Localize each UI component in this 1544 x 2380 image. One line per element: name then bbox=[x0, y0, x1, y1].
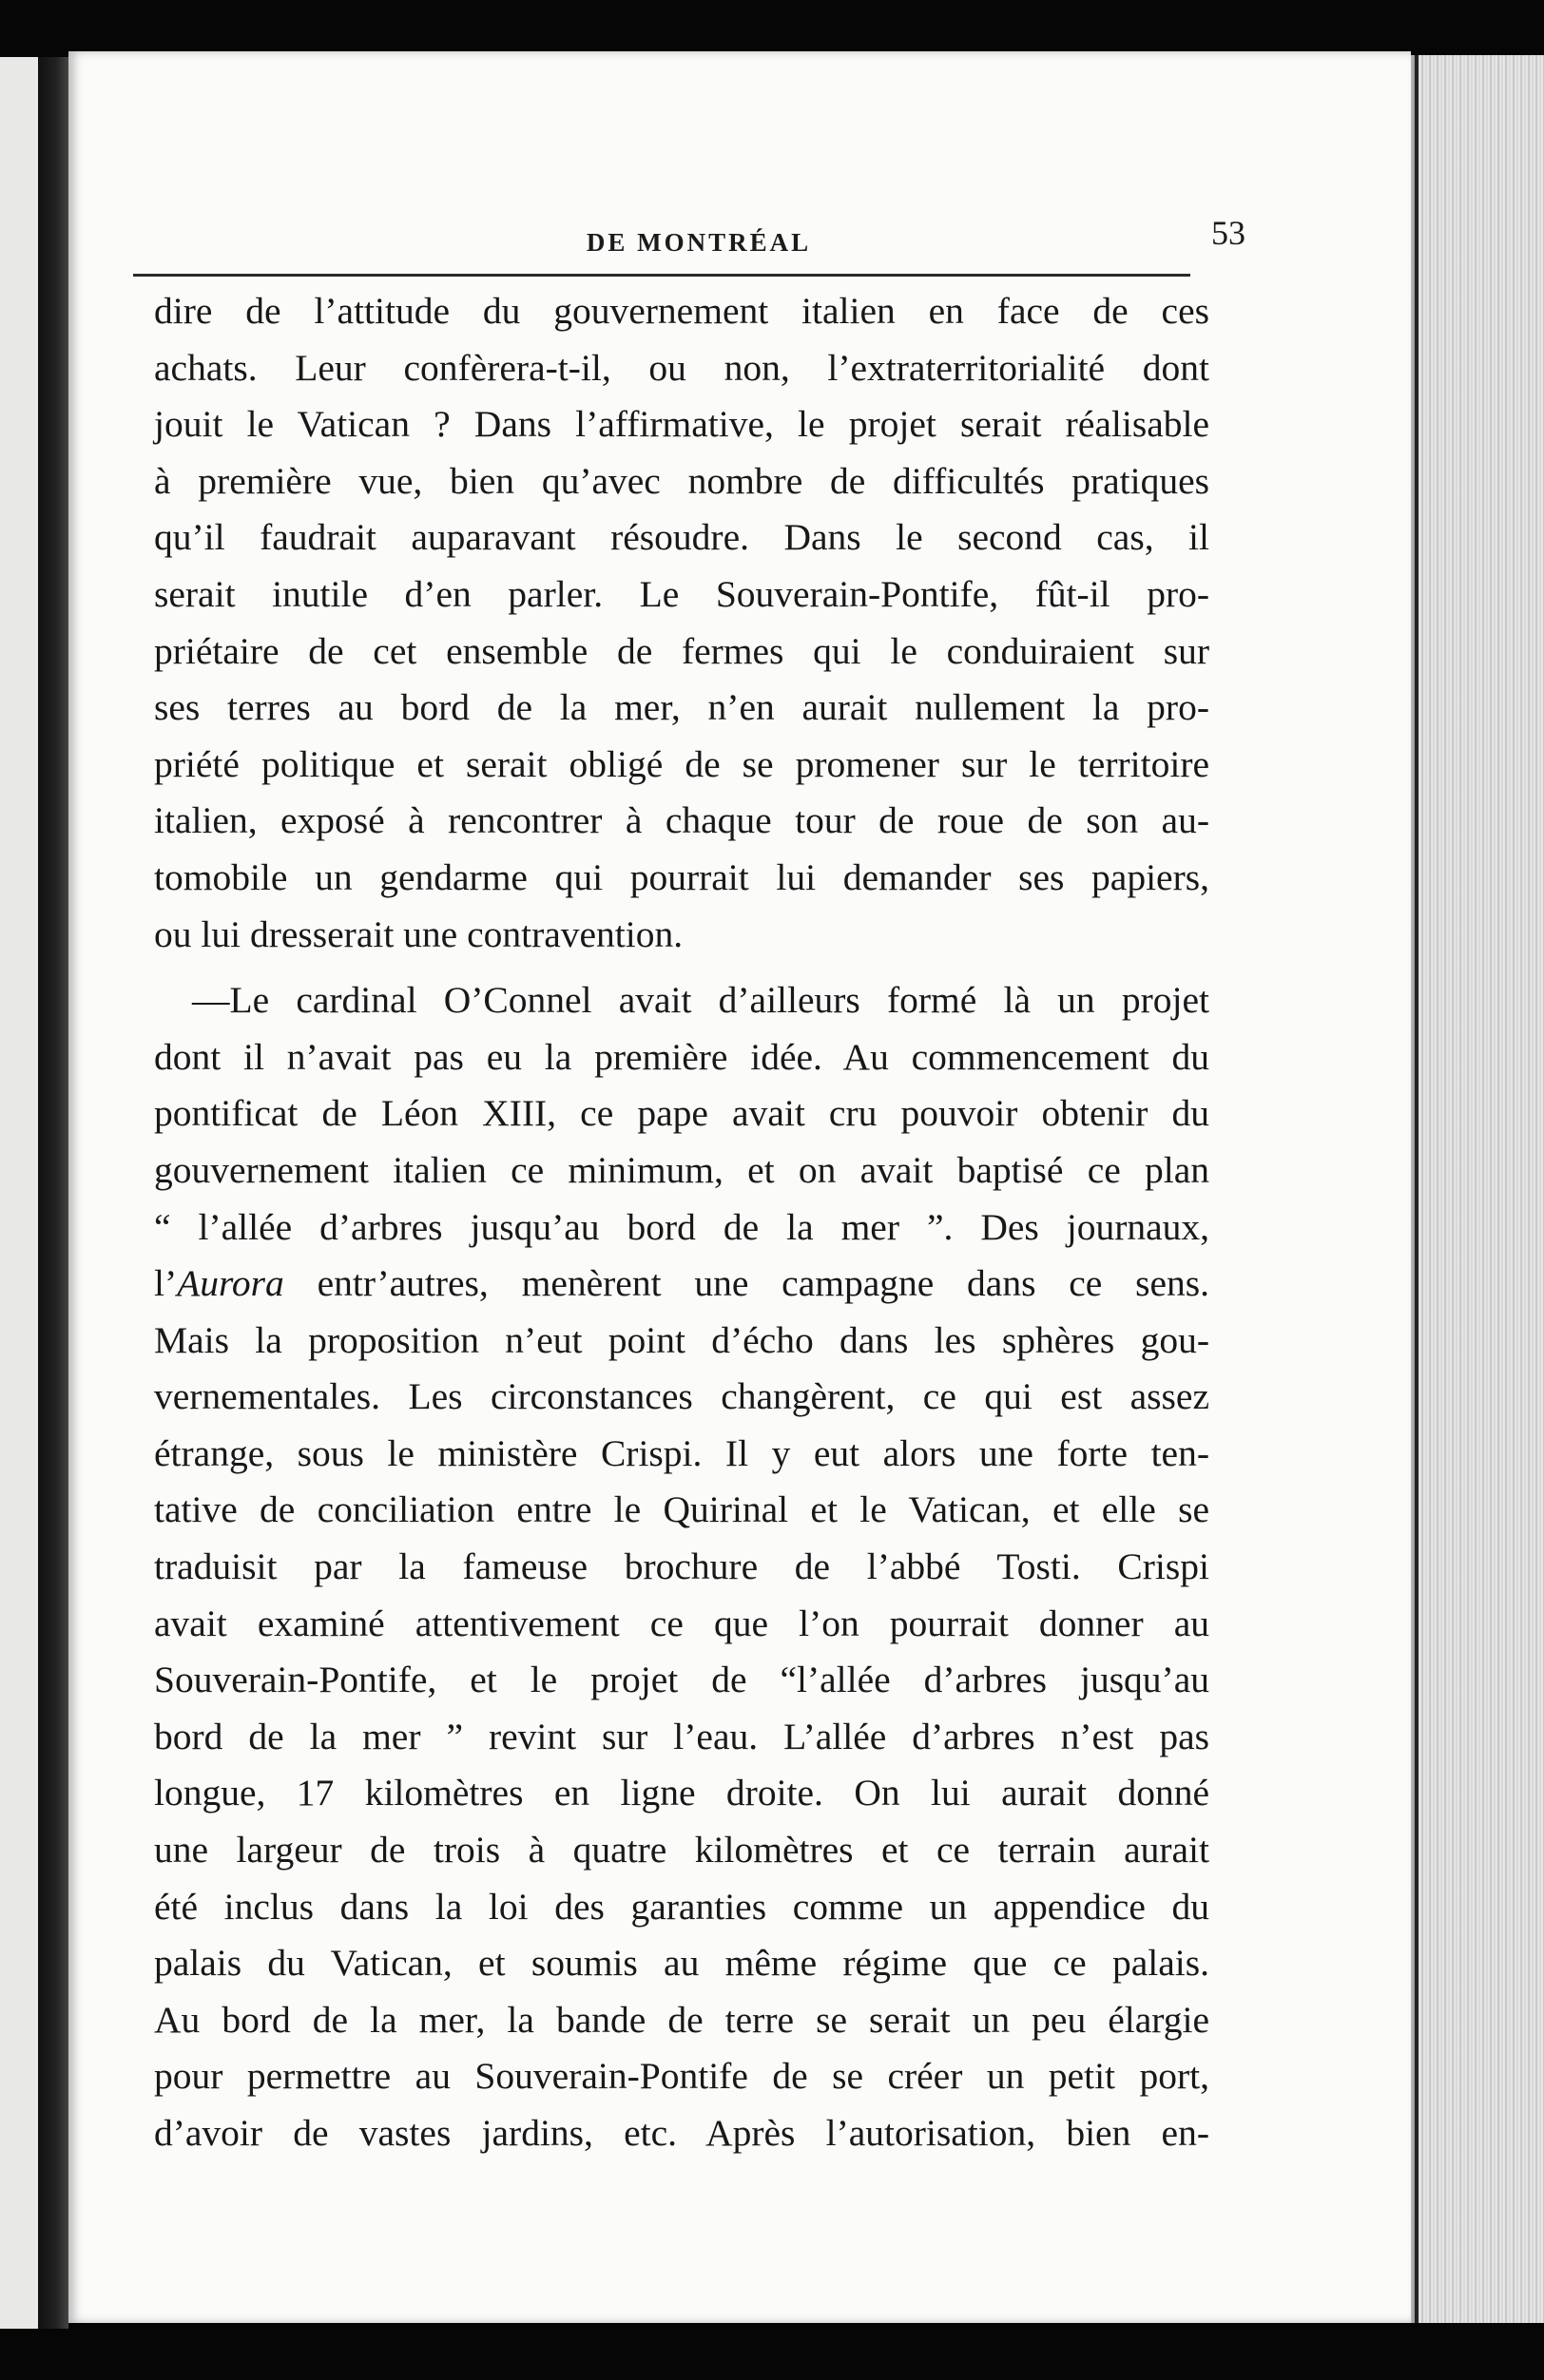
running-head bbox=[152, 211, 1245, 270]
text-line: pour permettre au Souverain-Pontife de se créer un petit port, bbox=[154, 2055, 1209, 2098]
body-text bbox=[154, 283, 1209, 2162]
text-line: dont il n’avait pas eu la première idée. Au commencement du bbox=[154, 1035, 1209, 1078]
text-line: palais du Vatican, et soumis au même régime que ce palais. bbox=[154, 1942, 1209, 1985]
header-rule bbox=[133, 274, 1190, 277]
text-line: Souverain-Pontife, et le projet de “l’allée d’arbres jusqu’au bbox=[154, 1659, 1209, 1701]
text-fragment: entr’autres, menèrent une campagne dans ce sens. bbox=[283, 1262, 1209, 1305]
text-line: étrange, sous le ministère Crispi. Il y eut alors une forte ten- bbox=[154, 1431, 1209, 1474]
text-line: été inclus dans la loi des garanties comme un appendice du bbox=[154, 1885, 1209, 1928]
text-line: tomobile un gendarme qui pourrait lui demander ses papiers, bbox=[154, 855, 1209, 898]
text-line: jouit le Vatican ? Dans l’affirmative, le projet serait réalisable bbox=[154, 403, 1209, 446]
text-line: vernementales. Les circonstances changèrent, ce qui est assez bbox=[154, 1375, 1209, 1418]
text-line: qu’il faudrait auparavant résoudre. Dans le second cas, il bbox=[154, 516, 1209, 559]
text-line: “ l’allée d’arbres jusqu’au bord de la mer ”. Des journaux, bbox=[154, 1205, 1209, 1248]
text-line: d’avoir de vastes jardins, etc. Après l’autorisation, bien en- bbox=[154, 2112, 1209, 2154]
text-line: serait inutile d’en parler. Le Souverain-Pontife, fût-il pro- bbox=[154, 572, 1209, 615]
running-title: DE MONTRÉAL bbox=[586, 228, 812, 257]
text-line: avait examiné attentivement ce que l’on pourrait donner au bbox=[154, 1602, 1209, 1644]
book-gutter bbox=[38, 57, 68, 2329]
facing-page-edge bbox=[0, 57, 38, 2329]
text-line: Mais la proposition n’eut point d’écho dans les sphères gou- bbox=[154, 1318, 1209, 1361]
paragraph-1 bbox=[154, 283, 1209, 963]
text-line: achats. Leur confèrera-t-il, ou non, l’extraterritorialité dont bbox=[154, 346, 1209, 389]
text-line: gouvernement italien ce minimum, et on avait baptisé ce plan bbox=[154, 1148, 1209, 1191]
text-line: italien, exposé à rencontrer à chaque tour de roue de son au- bbox=[154, 799, 1209, 842]
paragraph-2 bbox=[154, 972, 1209, 2161]
text-line: pontificat de Léon XIII, ce pape avait cru pouvoir obtenir du bbox=[154, 1092, 1209, 1135]
text-line: ses terres au bord de la mer, n’en aurait nullement la pro- bbox=[154, 686, 1209, 729]
text-line: priété politique et serait obligé de se promener sur le territoire bbox=[154, 742, 1209, 785]
italic-title: Aurora bbox=[177, 1262, 284, 1305]
text-fragment: l’ bbox=[154, 1262, 178, 1305]
text-line: longue, 17 kilomètres en ligne droite. On lui aurait donné bbox=[154, 1772, 1209, 1814]
text-line: dire de l’attitude du gouvernement italien en face de ces bbox=[154, 290, 1209, 332]
text-line: une largeur de trois à quatre kilomètres et ce terrain aurait bbox=[154, 1829, 1209, 1871]
text-line: priétaire de cet ensemble de fermes qui le conduiraient sur bbox=[154, 629, 1209, 672]
text-line: ou lui dresserait une contravention. bbox=[154, 912, 684, 955]
text-line: Au bord de la mer, la bande de terre se serait un peu élargie bbox=[154, 1998, 1209, 2041]
text-line bbox=[154, 1256, 1209, 1313]
text-line: traduisit par la fameuse brochure de l’abbé Tosti. Crispi bbox=[154, 1545, 1209, 1588]
text-line: —Le cardinal O’Connel avait d’ailleurs formé là un projet bbox=[192, 979, 1209, 1022]
text-line: à première vue, bien qu’avec nombre de difficultés pratiques bbox=[154, 459, 1209, 502]
page-number: 53 bbox=[1211, 214, 1245, 252]
text-line: bord de la mer ” revint sur l’eau. L’allée d’arbres n’est pas bbox=[154, 1715, 1209, 1757]
text-line: tative de conciliation entre le Quirinal et le Vatican, et elle se bbox=[154, 1488, 1209, 1531]
page-stack-edges bbox=[1415, 55, 1544, 2323]
